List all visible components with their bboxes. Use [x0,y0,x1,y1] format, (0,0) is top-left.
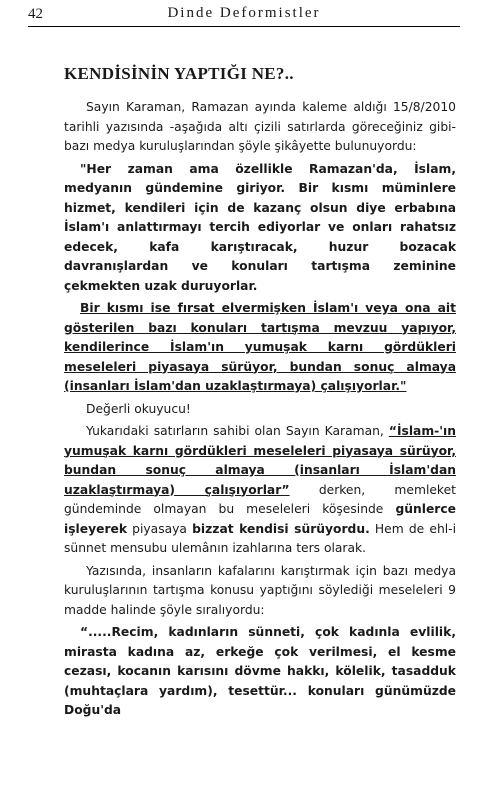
quote-first: "Her zaman ama özellikle Ramazan'da, İslam, medyanın gündemine giriyor. Bir kısmı müminlere hizmet, kendileri için de kazanç olsun diye erbabına İslam'ı anlattırmayı tercih ediyorlar ve onları rahatsız edecek, kafa karıştıracak, huzur bozacak davranışlardan ve konuları tartışma zeminine çekmekten uzak duruyorlar. [64,161,456,293]
quote-list: “.....Recim, kadınların sünneti, çok kadınla evlilik, mirasta kadına az, erkeğe çok verilmesi, el kesme cezası, kocanın karısını dövme hakkı, kölelik, tasadduk (muhtaçlara yardım), tesettür... konuları günümüzde Doğu'da [64,625,456,717]
commentary-bold-f: bizzat kendisi sürüyordu. [192,521,370,536]
paragraph-commentary [64,422,456,559]
paragraph-intro: Sayın Karaman, Ramazan ayında kaleme aldığı 15/8/2010 tarihli yazısında -aşağıda altı çizili satırlarda göreceğiniz gibi- bazı medya kuruluşlarından şöyle şikâyette bulunuyordu: [64,100,456,153]
commentary-quote: “İslam-'ın yumuşak karnı gördükleri meseleleri piyasaya sürüyor, bundan sonuç almaya (insanları İslam'dan uzaklaştırmaya) çalışıyorlar” [64,424,456,497]
commentary-text-e: piyasaya [127,521,193,536]
commentary-bold-d: günlerce işleyerek [64,502,456,536]
paragraph-list-intro: Yazısında, insanların kafalarını karıştırmak için bazı medya kuruluşlarının tartışma konusu yaptığını söylediği meseleleri 9 madde halinde şöyle sıralıyordu: [64,563,456,617]
paragraph-address: Değerli okuyucu! [86,401,191,416]
section-title: KENDİSİNİN YAPTIĞI NE?.. [64,64,294,83]
commentary-text-g: Hem de ehl-i sünnet mensubu ulemânın izahlarına ters olarak. [64,521,457,555]
page-number: 42 [28,6,43,22]
quote-underlined: Bir kısmı ise fırsat elvermişken İslam'ı veya ona ait gösterilen bazı konuları tartışma mevzuu yapıyor, kendilerince İslam'ın yumuşak karnı gördükleri meseleleri piyasaya sürüyor, bundan sonuç almaya (insanları İslam'dan uzaklaştırmaya) çalışıyorlar." [64,301,456,393]
running-title: Dinde Deformistler [167,5,321,21]
page-header [28,4,460,27]
commentary-text-c: derken, memleket gündeminde olmayan bu meseleleri köşesinde [64,482,456,516]
commentary-text-a: Yukarıdaki satırların sahibi olan Sayın Karaman, [86,424,389,438]
body-text [64,98,456,724]
